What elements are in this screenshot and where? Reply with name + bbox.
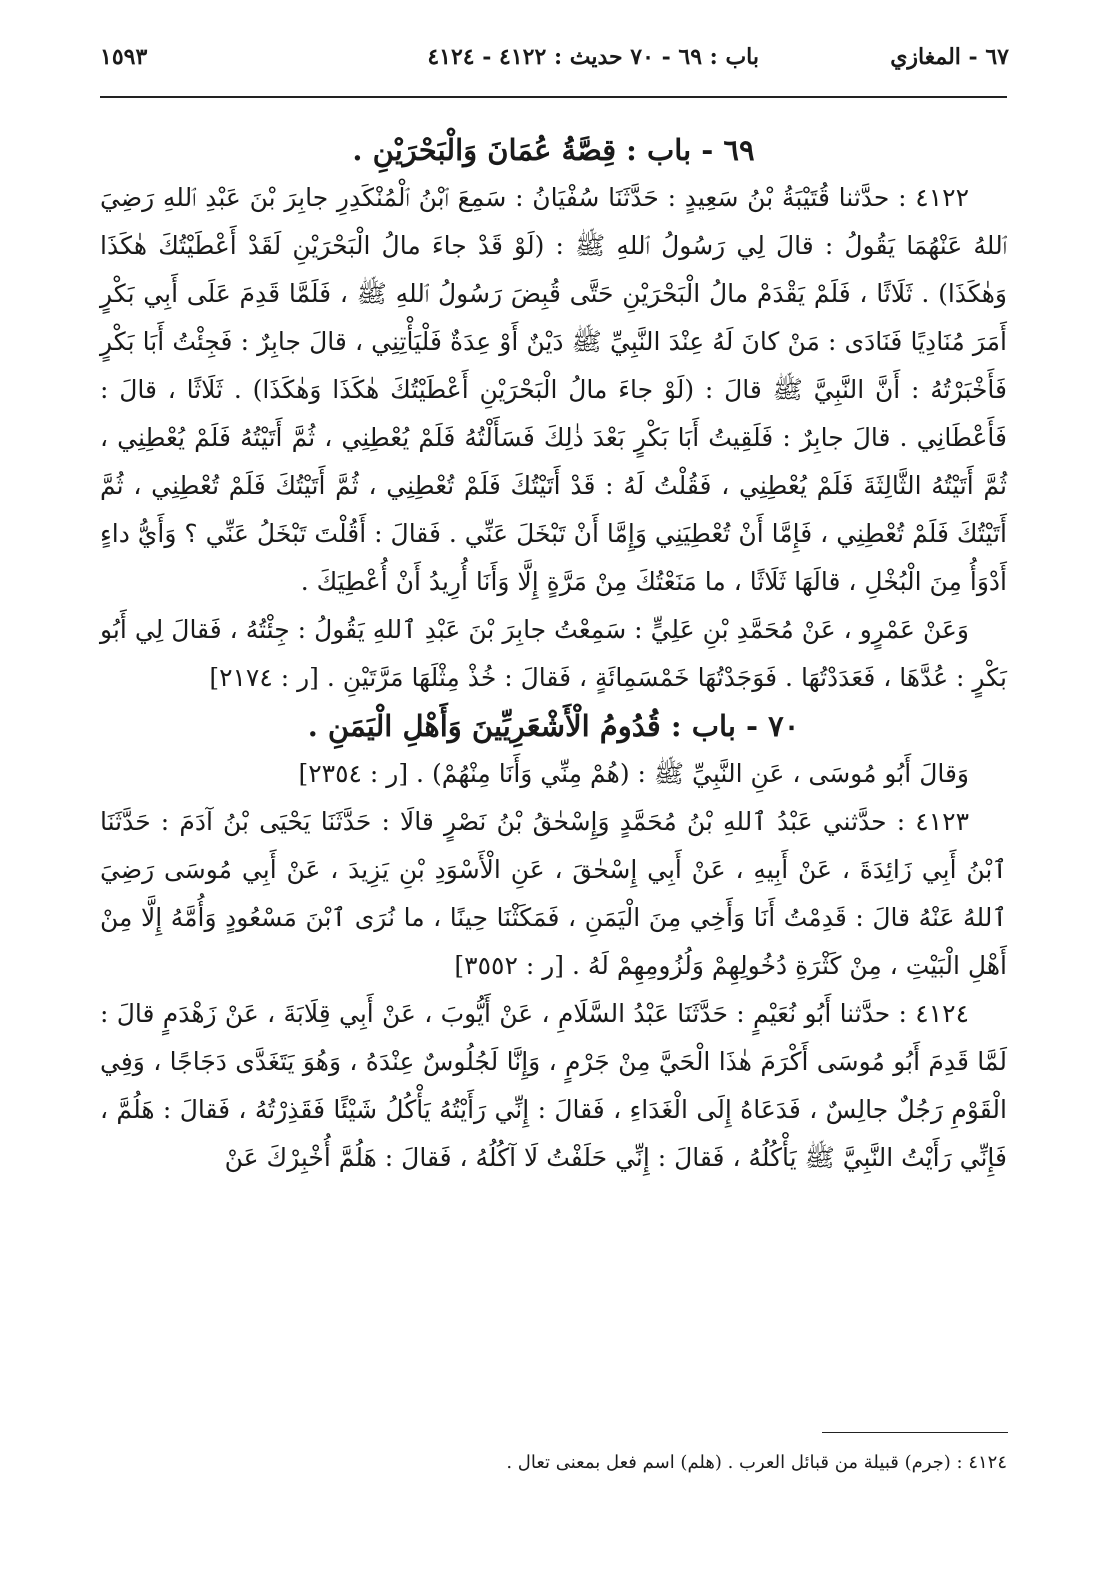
section-heading: ٦٩ - باب : قِصَّةُ عُمَانَ وَالْبَحْرَيْنِ . [352,133,755,167]
footnote-divider [822,1432,1008,1433]
header-divider [100,96,1007,98]
chapter-reference: باب : ٦٩ - ٧٠ حديث : ٤١٢٢ - ٤١٢٤ [427,44,759,70]
hadith-paragraph: وَعَنْ عَمْرٍو ، عَنْ مُحَمَّدِ بْنِ عَلِيٍّ : سَمِعْتُ جابِرَ بْنَ عَبْدِ ٱللهِ يَقُولُ : جِئْتُهُ ، فَقالَ لِي أَبُو بَكْرٍ : عُدَّهَا ، فَعَدَدْتُهَا . فَوَجَدْتُهَا خَمْسَمِائَةٍ ، فَقالَ : خُذْ مِثْلَهَا مَرَّتَيْنِ . [ر : ٢١٧٤] [100,615,1007,692]
main-text [100,126,1007,1182]
chapter-title: ٦٧ - المغازي [890,44,1009,70]
page-number: ١٥٩٣ [100,44,148,70]
running-header [100,44,1009,84]
section-heading: ٧٠ - باب : قُدُومُ الْأَشْعَرِيِّينَ وَأَهْلِ الْيَمَنِ . [307,709,800,743]
hadith-paragraph: ٤١٢٤ : حدَّثنا أَبُو نُعَيْمٍ : حَدَّثَنَا عَبْدُ السَّلَامِ ، عَنْ أَيُّوبَ ، عَنْ أَبِي قِلَابَةَ ، عَنْ زَهْدَمٍ قالَ : لَمَّا قَدِمَ أَبُو مُوسَى أَكْرَمَ هٰذَا الْحَيَّ مِنْ جَرْمٍ ، وَإِنَّا لَجُلُوسٌ عِنْدَهُ ، وَهُوَ يَتَغَدَّى دَجَاجًا ، وَفِي الْقَوْمِ رَجُلٌ جالِسٌ ، فَدَعَاهُ إِلَى الْغَدَاءِ ، فَقالَ : إِنِّي رَأَيْتُهُ يَأْكُلُ شَيْئًا فَقَذِرْتُهُ ، فَقالَ : هَلُمَّ ، فَإِنِّي رَأَيْتُ النَّبِيَّ ﷺ يَأْكُلُهُ ، فَقالَ : إِنِّي حَلَفْتُ لَا آكُلُهُ ، فَقالَ : هَلُمَّ أُخْبِرْكَ عَنْ [100,999,1007,1172]
hadith-paragraph: ٤١٢٢ : حدَّثنا قُتَيْبَةُ بْنُ سَعِيدٍ : حَدَّثَنَا سُفْيَانُ : سَمِعَ ٱبْنُ ٱلْمُنْكَدِرِ جابِرَ بْنَ عَبْدِ ٱللهِ رَضِيَ ٱللهُ عَنْهُمَا يَقُولُ : قالَ لِي رَسُولُ ٱللهِ ﷺ : (لَوْ قَدْ جاءَ مالُ الْبَحْرَيْنِ لَقَدْ أَعْطَيْتُكَ هٰكَذَا وَهٰكَذَا) . ثَلَاثًا ، فَلَمْ يَقْدَمْ مالُ الْبَحْرَيْنِ حَتَّى قُبِضَ رَسُولُ ٱللهِ ﷺ ، فَلَمَّا قَدِمَ عَلَى أَبِي بَكْرٍ أَمَرَ مُنَادِيًا فَنَادَى : مَنْ كانَ لَهُ عِنْدَ النَّبِيِّ ﷺ دَيْنٌ أَوْ عِدَةٌ فَلْيَأْتِنِي ، قالَ جابِرٌ : فَجِئْتُ أَبَا بَكْرٍ فَأَخْبَرْتُهُ : أَنَّ النَّبِيَّ ﷺ قالَ : (لَوْ جاءَ مالُ الْبَحْرَيْنِ أَعْطَيْتُكَ هٰكَذَا وَهٰكَذَا) . ثَلَاثًا ، قالَ : فَأَعْطَانِي . قالَ جابِرٌ : فَلَقِيتُ أَبَا بَكْرٍ بَعْدَ ذٰلِكَ فَسَأَلْتُهُ فَلَمْ يُعْطِنِي ، ثُمَّ أَتَيْتُهُ فَلَمْ يُعْطِنِي ، ثُمَّ أَتَيْتُهُ الثَّالِثَةَ فَلَمْ يُعْطِنِي ، فَقُلْتُ لَهُ : قَدْ أَتَيْتُكَ فَلَمْ تُعْطِنِي ، ثُمَّ أَتَيْتُكَ فَلَمْ تُعْطِنِي ، ثُمَّ أَتَيْتُكَ فَلَمْ تُعْطِنِي ، فَإِمَّا أَنْ تُعْطِيَنِي وَإِمَّا أَنْ تَبْخَلَ عَنِّي . فَقالَ : أَقُلْتَ تَبْخَلُ عَنِّي ؟ وَأَيُّ داءٍ أَدْوَأُ مِنَ الْبُخْلِ ، قالَهَا ثَلَاثًا ، ما مَنَعْتُكَ مِنْ مَرَّةٍ إِلَّا وَأَنَا أُرِيدُ أَنْ أُعْطِيَكَ . [100,183,1007,596]
hadith-paragraph: ٤١٢٣ : حدَّثني عَبْدُ ٱللهِ بْنُ مُحَمَّدٍ وَإِسْحٰقُ بْنُ نَصْرٍ قالَا : حَدَّثَنَا يَحْيَى بْنُ آدَمَ : حَدَّثَنَا ٱبْنُ أَبِي زَائِدَةَ ، عَنْ أَبِيهِ ، عَنْ أَبِي إِسْحٰقَ ، عَنِ الْأَسْوَدِ بْنِ يَزِيدَ ، عَنْ أَبِي مُوسَى رَضِيَ ٱللهُ عَنْهُ قالَ : قَدِمْتُ أَنَا وَأَخِي مِنَ الْيَمَنِ ، فَمَكَثْنَا حِينًا ، ما نُرَى ٱبْنَ مَسْعُودٍ وَأُمَّهُ إِلَّا مِنْ أَهْلِ الْبَيْتِ ، مِنْ كَثْرَةِ دُخُولِهِمْ وَلُزُومِهِمْ لَهُ . [ر : ٣٥٥٢] [100,807,1007,980]
footnote: ٤١٢٤ : (جرم) قبيلة من قبائل العرب . (هلم) اسم فعل بمعنى تعال . [506,1452,1007,1473]
hadith-paragraph: وَقالَ أَبُو مُوسَى ، عَنِ النَّبِيِّ ﷺ : (هُمْ مِنِّي وَأَنَا مِنْهُمْ) . [ر : ٢٣٥٤] [298,759,969,788]
